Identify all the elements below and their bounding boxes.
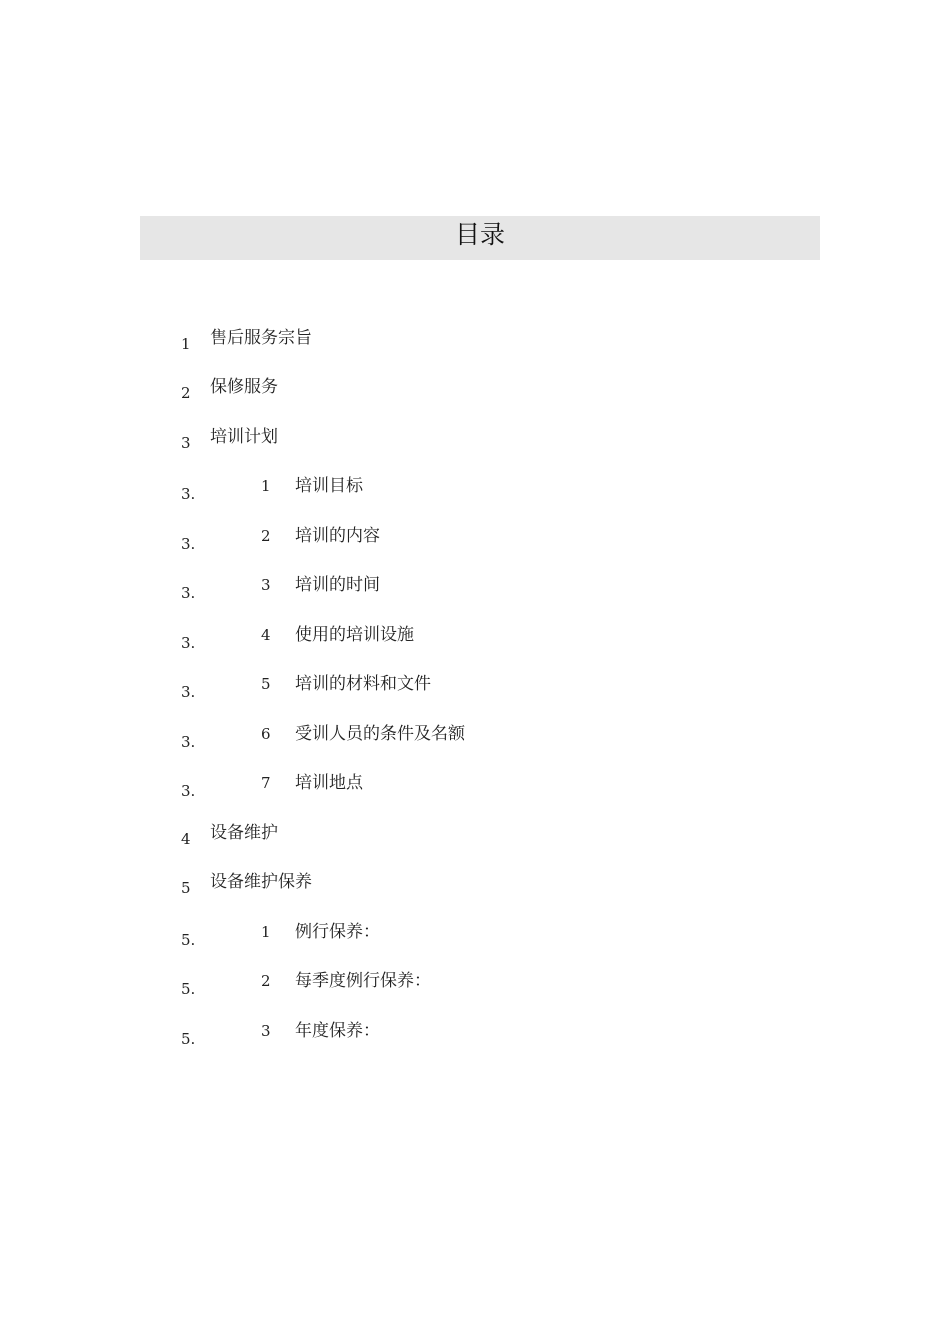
toc-entry-label: 受训人员的条件及名额	[295, 724, 465, 744]
toc-entry-number: 3.	[181, 782, 196, 800]
toc-entry-3-2[interactable]	[0, 527, 950, 557]
toc-entry-3[interactable]	[0, 426, 950, 456]
toc-entry-subnumber: 4	[261, 626, 271, 644]
toc-entry-3-5[interactable]	[0, 675, 950, 705]
toc-entry-subnumber: 2	[261, 972, 271, 990]
toc-entry-label: 使用的培训设施	[295, 625, 414, 645]
toc-entry-label: 培训的材料和文件	[295, 674, 431, 694]
toc-entry-label: 培训目标	[295, 476, 363, 496]
toc-entry-number: 3	[181, 434, 191, 452]
toc-entry-label: 例行保养：	[295, 922, 380, 942]
toc-title: 目录	[454, 220, 505, 249]
toc-entry-label: 售后服务宗旨	[210, 328, 312, 348]
toc-entry-label: 培训计划	[210, 427, 278, 447]
toc-entry-subnumber: 6	[261, 725, 271, 743]
toc-entry-number: 3.	[181, 634, 196, 652]
toc-entry-number: 5.	[181, 980, 196, 998]
toc-entry-label: 每季度例行保养：	[295, 971, 431, 991]
toc-entry-label: 培训的时间	[295, 575, 380, 595]
toc-entry-3-3[interactable]	[0, 576, 950, 606]
toc-entry-subnumber: 3	[261, 576, 271, 594]
toc-entry-5-3[interactable]	[0, 1022, 950, 1052]
toc-entry-number: 4	[181, 830, 191, 848]
toc-entry-number: 3.	[181, 584, 196, 602]
toc-entry-number: 2	[181, 384, 191, 402]
toc-entry-3-1[interactable]	[0, 477, 950, 507]
toc-entry-4[interactable]	[0, 822, 950, 852]
toc-entry-number: 3.	[181, 683, 196, 701]
toc-entry-number: 5.	[181, 1030, 196, 1048]
toc-entry-subnumber: 2	[261, 527, 271, 545]
toc-entry-subnumber: 7	[261, 774, 271, 792]
toc-entry-number: 3.	[181, 485, 196, 503]
toc-entry-number: 5.	[181, 931, 196, 949]
toc-entry-label: 设备维护	[210, 823, 278, 843]
toc-entry-label: 培训地点	[295, 773, 363, 793]
toc-entry-5-2[interactable]	[0, 972, 950, 1002]
toc-entry-2[interactable]	[0, 376, 950, 406]
toc-entry-1[interactable]	[0, 327, 950, 357]
toc-entry-3-4[interactable]	[0, 626, 950, 656]
toc-entry-subnumber: 1	[261, 477, 271, 495]
toc-entry-label: 设备维护保养	[210, 872, 312, 892]
toc-entry-5[interactable]	[0, 871, 950, 901]
toc-entry-number: 1	[181, 335, 191, 353]
toc-entry-number: 3.	[181, 535, 196, 553]
toc-entry-3-6[interactable]	[0, 725, 950, 755]
toc-entry-5-1[interactable]	[0, 923, 950, 953]
toc-entry-subnumber: 3	[261, 1022, 271, 1040]
toc-entry-label: 年度保养：	[295, 1021, 380, 1041]
toc-entry-number: 3.	[181, 733, 196, 751]
toc-entry-label: 保修服务	[210, 377, 278, 397]
toc-entry-subnumber: 1	[261, 923, 271, 941]
toc-entry-number: 5	[181, 879, 191, 897]
toc-entry-3-7[interactable]	[0, 774, 950, 804]
toc-entry-label: 培训的内容	[295, 526, 380, 546]
toc-entry-subnumber: 5	[261, 675, 271, 693]
